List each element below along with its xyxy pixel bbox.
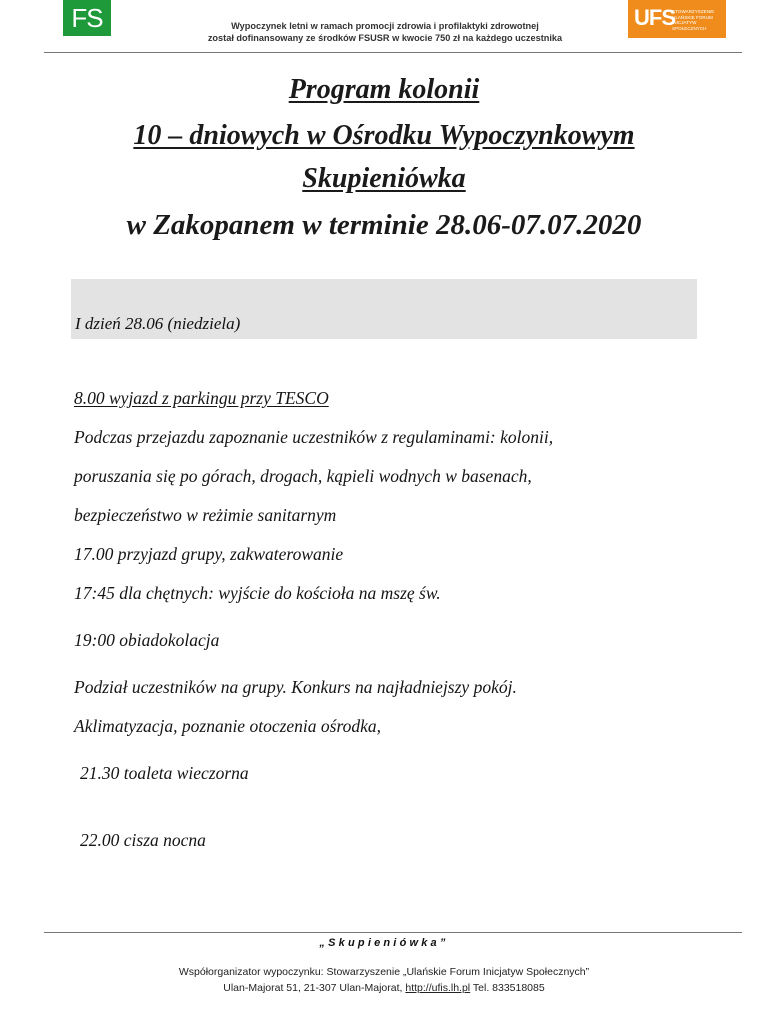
funding-note-line-2: został dofinansowany ze środków FSUSR w kwocie 750 zł na każdego uczestnika [207, 33, 563, 43]
footer-address: Ulan-Majorat 51, 21-307 Ulan-Majorat, [223, 982, 403, 994]
footer-website-link[interactable]: http://ufis.lh.pl [405, 982, 471, 994]
schedule-entry: 8.00 wyjazd z parkingu przy TESCO [74, 388, 329, 408]
title-line-1: Program kolonii [288, 74, 480, 105]
ufs-logo-mark: UFS [634, 5, 675, 30]
footer-center-name: „Skupieniówka” [319, 937, 449, 949]
schedule-entry: Podział uczestników na grupy. Konkurs na najładniejszy pokój. [74, 677, 517, 697]
schedule-entry: 19:00 obiadokolacja [74, 630, 220, 650]
schedule-entry: Podczas przejazdu zapoznanie uczestników z regulaminami: kolonii, [74, 427, 554, 447]
ufs-logo-subtitle: STOWARZYSZENIE ULAŃSKIE FORUM INICJATYW SPOŁECZNYCH [672, 9, 715, 31]
footer-organizer: Współorganizator wypoczynku: Stowarzyszenie „Ulańskie Forum Inicjatyw Społecznych” [178, 966, 590, 978]
header-divider [44, 52, 742, 53]
title-line-3: Skupieniówka [302, 163, 466, 194]
schedule-entry: bezpieczeństwo w reżimie sanitarnym [74, 505, 337, 525]
schedule-entry: 21.30 toaleta wieczorna [80, 763, 249, 783]
schedule-entry: 17:45 dla chętnych: wyjście do kościoła na mszę św. [74, 583, 441, 603]
title-line-2: 10 – dniowych w Ośrodku Wypoczynkowym [133, 120, 635, 151]
footer-divider [44, 932, 742, 933]
funding-note-line-1: Wypoczynek letni w ramach promocji zdrowia i profilaktyki zdrowotnej [231, 21, 539, 31]
schedule-entry: poruszania się po górach, drogach, kąpieli wodnych w basenach, [74, 466, 532, 486]
footer-contact [0, 982, 768, 994]
day-label: I dzień 28.06 (niedziela) [75, 314, 241, 333]
footer-phone: Tel. 833518085 [472, 982, 545, 994]
schedule-entry: 22.00 cisza nocna [80, 830, 206, 850]
title-line-4: w Zakopanem w terminie 28.06-07.07.2020 [126, 209, 642, 241]
ufs-logo [628, 0, 726, 38]
schedule-entry: Aklimatyzacja, poznanie otoczenia ośrodka, [74, 716, 382, 736]
fs-logo: FS [63, 0, 111, 36]
funding-note [150, 20, 620, 44]
schedule-entry: 17.00 przyjazd grupy, zakwaterowanie [74, 544, 344, 564]
